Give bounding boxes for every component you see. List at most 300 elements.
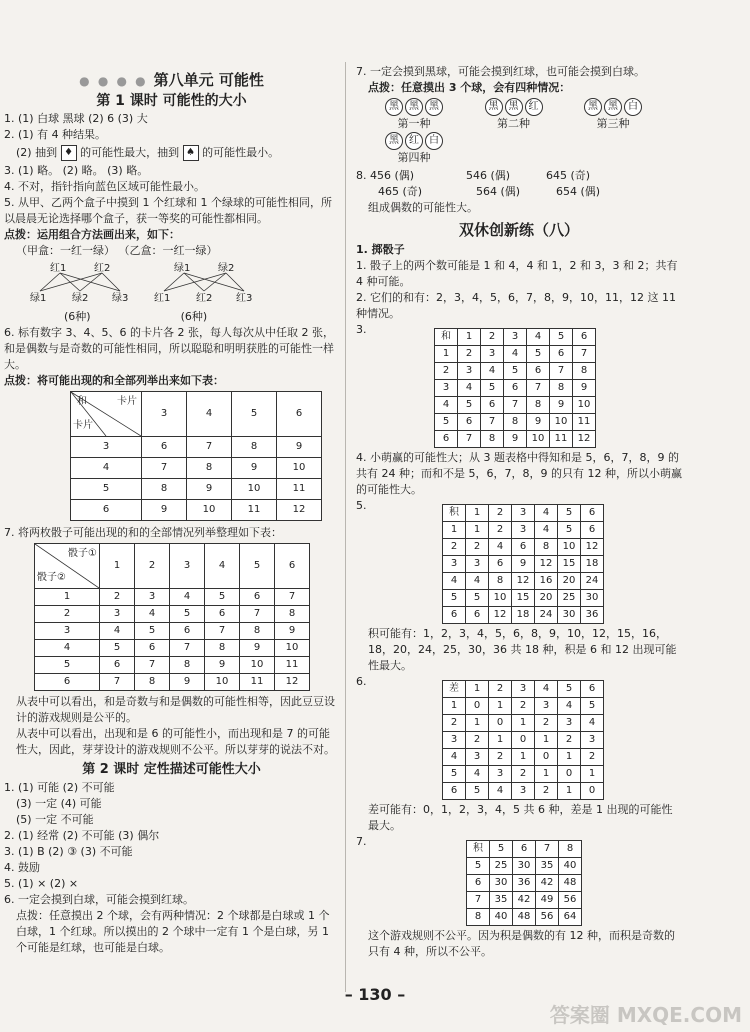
table-cell: 5: [466, 783, 489, 800]
table-cell: 6: [240, 589, 275, 606]
table-cell: 5: [240, 544, 275, 589]
lesson2-title: 第 2 课时 定性描述可能性大小: [82, 762, 261, 777]
ball-icon: 黑: [405, 98, 423, 116]
table-cell: 10: [232, 479, 277, 500]
r-s1-1: 1. 骰子上的两个数可能是 1 和 4，4 和 1，2 和 3，3 和 2；共有 4 种可能。: [356, 259, 678, 288]
table-cell: 6: [71, 500, 142, 521]
spade-card-icon: ♠: [183, 145, 199, 161]
table-cell: 9: [512, 556, 535, 573]
table-cell: 8: [135, 674, 170, 691]
table-cell: 3: [142, 392, 187, 437]
unit-title: ● ● ● ● 第八单元 可能性: [79, 71, 264, 89]
lesson1-title: 第 1 课时 可能性的大小: [96, 93, 247, 109]
table-corner: 和 卡片 卡片: [71, 392, 142, 437]
table-cell: 1: [489, 698, 512, 715]
table-cell: 49: [536, 892, 559, 909]
table-cell: 5: [100, 640, 135, 657]
ball-icon: 黑: [385, 98, 403, 116]
table-cell: 4: [100, 623, 135, 640]
table-cell: 1: [512, 715, 535, 732]
table-cell: 3: [35, 623, 100, 640]
table-cell: 42: [513, 892, 536, 909]
table-cell: 和: [435, 329, 458, 346]
table-row: [443, 766, 604, 783]
table-cell: 0: [581, 783, 604, 800]
page-number: – 130 –: [344, 985, 406, 1004]
table-cell: 2: [481, 329, 504, 346]
l2-hint: 点拨：任意摸出 2 个球，会有两种情况：2 个球都是白球或 1 个白球，1 个红球。所以摸出的 2 个球中一定有 1 个是白球，另 1 个可能是红球，也可能是白球。: [16, 909, 330, 954]
table-cell: 5: [35, 657, 100, 674]
table-cell: 6: [443, 783, 466, 800]
table-cell: 1: [535, 766, 558, 783]
table-row: [443, 522, 604, 539]
answer-7-after-1: 从表中可以看出，和是奇数与和是偶数的可能性相等，因此豆豆设计的游戏规则是公平的。: [16, 695, 335, 724]
ball-icon: 红: [405, 132, 423, 150]
table-cell: 2: [489, 681, 512, 698]
table-cell: 2: [466, 539, 489, 556]
table-cell: 5: [443, 766, 466, 783]
table-cell: 6: [573, 329, 596, 346]
table-cell: 25: [558, 590, 581, 607]
table-cell: 3: [512, 783, 535, 800]
table-cell: 2: [489, 749, 512, 766]
table-cell: 2: [558, 732, 581, 749]
table-cell: 7: [527, 380, 550, 397]
table-cell: 40: [559, 858, 582, 875]
ball-icon: 黑: [584, 98, 602, 116]
table-cell: 5: [527, 346, 550, 363]
table-row: [467, 875, 582, 892]
table-cell: 9: [550, 397, 573, 414]
table-cell: 11: [240, 674, 275, 691]
table-row: [443, 607, 604, 624]
table-cell: 48: [559, 875, 582, 892]
table-cell: 24: [581, 573, 604, 590]
table-cell: 1: [443, 698, 466, 715]
table-cell: 3: [71, 437, 142, 458]
table-cell: 10: [205, 674, 240, 691]
table-cell: 8: [142, 479, 187, 500]
table-cell: 10: [187, 500, 232, 521]
r-s5: 5.: [356, 499, 367, 512]
ball-icon: 黑: [505, 98, 523, 116]
table-cell: 2: [512, 698, 535, 715]
table-cell: 6: [135, 640, 170, 657]
table-cell: 11: [232, 500, 277, 521]
table-cell: 5: [558, 522, 581, 539]
l2-answer: 6. 一定会摸到白球，可能会摸到红球。: [4, 893, 194, 906]
table-cell: 6: [205, 606, 240, 623]
l2-answer: 2. (1) 经常 (2) 不可能 (3) 偶尔: [4, 829, 160, 842]
table-cell: 1: [35, 589, 100, 606]
table-cell: 2: [435, 363, 458, 380]
table-cell: 7: [458, 431, 481, 448]
table-cell: 4: [443, 749, 466, 766]
table-cell: 8: [559, 841, 582, 858]
table-cell: 36: [513, 875, 536, 892]
table-cell: 5: [558, 505, 581, 522]
table-cell: 1: [466, 681, 489, 698]
table-cell: 5: [481, 380, 504, 397]
table-cell: 4: [466, 766, 489, 783]
table-cell: 6: [504, 380, 527, 397]
table-cell: 24: [535, 607, 558, 624]
tree-b-node: 红1: [154, 293, 171, 304]
table-cell: 5: [466, 590, 489, 607]
answer-2a: 2. (1) 有 4 种结果。: [4, 128, 107, 141]
table-cell: 3: [443, 732, 466, 749]
table-cell: 64: [559, 909, 582, 926]
table-cell: 2: [535, 783, 558, 800]
r-s7: 7.: [356, 835, 367, 848]
table-cell: 20: [558, 573, 581, 590]
table-cell: 11: [275, 657, 310, 674]
combination-tree: [4, 261, 339, 307]
table-cell: 7: [135, 657, 170, 674]
table-cell: 8: [170, 657, 205, 674]
table-cell: 1: [443, 522, 466, 539]
answer-6: 6. 标有数字 3、4、5、6 的卡片各 2 张，每人每次从中任取 2 张，和是偶数与是奇数的可能性相同，所以聪聪和明明获胜的可能性一样大。: [4, 326, 334, 371]
table-cell: 3: [489, 766, 512, 783]
table-row: [467, 858, 582, 875]
answer-3: 3. (1) 略。 (2) 略。 (3) 略。: [4, 164, 149, 177]
table-row: [71, 437, 322, 458]
table-cell: 6: [481, 397, 504, 414]
ball-icon: 黑: [604, 98, 622, 116]
table-cell: 2: [512, 766, 535, 783]
table-cell: 7: [275, 589, 310, 606]
table-cell: 1: [512, 749, 535, 766]
table-cell: 1: [558, 783, 581, 800]
table-cell: 6: [512, 539, 535, 556]
dice-sum-table: [34, 543, 310, 691]
answer-2b: (2) 抽到 ♦ 的可能性最大，抽到 ♠ 的可能性最小。: [16, 146, 280, 159]
table-cell: 3: [458, 363, 481, 380]
table-cell: 4: [558, 698, 581, 715]
table-cell: 7: [170, 640, 205, 657]
table-cell: 9: [240, 640, 275, 657]
table-cell: 6: [277, 392, 322, 437]
table-cell: 6: [489, 556, 512, 573]
table-cell: 8: [573, 363, 596, 380]
r-s7-after: 这个游戏规则不公平。因为积是偶数的有 12 种，而积是奇数的只有 4 种，所以不公平。: [368, 929, 675, 958]
table-cell: 3: [512, 505, 535, 522]
tree-a-node: 绿3: [112, 293, 129, 304]
table-cell: 3: [100, 606, 135, 623]
ball-icon: 黑: [385, 132, 403, 150]
table-cell: 3: [466, 749, 489, 766]
tree-a-node: 红1: [50, 263, 67, 274]
table-cell: 3: [558, 715, 581, 732]
ball-group: 黑 黑 白 第三种: [583, 98, 643, 132]
table-cell: 4: [466, 573, 489, 590]
table-cell: 4: [535, 681, 558, 698]
table-cell: 9: [504, 431, 527, 448]
table-cell: 5: [558, 681, 581, 698]
table-cell: 8: [467, 909, 490, 926]
tree-counts: (6种) (6种): [64, 310, 208, 323]
table-cell: 3: [135, 589, 170, 606]
table-cell: 16: [535, 573, 558, 590]
table-cell: 4: [35, 640, 100, 657]
table-cell: 12: [512, 573, 535, 590]
table-cell: 6: [435, 431, 458, 448]
table-cell: 7: [481, 414, 504, 431]
answer-1: 1. (1) 白球 黑球 (2) 6 (3) 大: [4, 112, 148, 125]
tree-b-node: 红3: [236, 293, 253, 304]
table-cell: 5: [550, 329, 573, 346]
table-cell: 2: [489, 522, 512, 539]
table-cell: 15: [558, 556, 581, 573]
left-column: [4, 60, 339, 956]
table-cell: 4: [535, 522, 558, 539]
table-cell: 1: [489, 732, 512, 749]
l2-answer: 1. (1) 可能 (2) 不可能: [4, 781, 115, 794]
table-row: [35, 589, 310, 606]
table-cell: 42: [536, 875, 559, 892]
table-cell: 8: [205, 640, 240, 657]
table-cell: 3: [466, 556, 489, 573]
table-cell: 3: [512, 681, 535, 698]
table-cell: 30: [513, 858, 536, 875]
tree-b-node: 绿2: [218, 263, 235, 274]
r-s3: 3.: [356, 323, 367, 336]
table-cell: 18: [512, 607, 535, 624]
table-cell: 8: [187, 458, 232, 479]
answer-4: 4. 不对，指针指向蓝色区域可能性最小。: [4, 180, 205, 193]
table-row: [443, 749, 604, 766]
table-row: [435, 363, 596, 380]
tree-a-node: 绿1: [30, 293, 47, 304]
table-cell: 5: [135, 623, 170, 640]
table-cell: 2: [466, 732, 489, 749]
answer-7-after-2: 从表中可以看出，出现和是 6 的可能性小，而出现和是 7 的可能性大，因此，芽芽设计的游戏规则不公平。所以芽芽的说法不对。: [16, 727, 335, 756]
table-cell: 2: [581, 749, 604, 766]
table-cell: 7: [536, 841, 559, 858]
ball-group: 黑 黑 黑 第一种: [384, 98, 444, 132]
table-cell: 4: [435, 397, 458, 414]
table-cell: 4: [443, 573, 466, 590]
answer-5-hint: 点拨：运用组合方法画出来，如下：: [4, 228, 180, 241]
table-row: [443, 732, 604, 749]
table-cell: 9: [170, 674, 205, 691]
table-cell: 5: [490, 841, 513, 858]
column-divider: [345, 62, 346, 992]
table-cell: 0: [558, 766, 581, 783]
table-cell: 12: [489, 607, 512, 624]
r-s6: 6.: [356, 675, 367, 688]
table-cell: 6: [466, 607, 489, 624]
l2-answer: (3) 一定 (4) 可能: [16, 797, 102, 810]
right-column: [356, 60, 682, 960]
table-cell: 3: [170, 544, 205, 589]
table-cell: 5: [504, 363, 527, 380]
table-cell: 9: [205, 657, 240, 674]
table-cell: 8: [535, 539, 558, 556]
table-cell: 10: [240, 657, 275, 674]
table-cell: 7: [550, 363, 573, 380]
table-cell: 9: [232, 458, 277, 479]
table-row: [435, 397, 596, 414]
table-cell: 4: [489, 539, 512, 556]
section-title: 双休创新练（八）: [458, 221, 579, 239]
r-answer-8-after: 组成偶数的可能性大。: [368, 201, 478, 214]
table-cell: 6: [581, 505, 604, 522]
table-row: [35, 640, 310, 657]
table-cell: 11: [550, 431, 573, 448]
r-s1: 1. 掷骰子: [356, 243, 405, 256]
table-row: [71, 458, 322, 479]
l2-answer: 4. 鼓励: [4, 861, 40, 874]
table-cell: 5: [205, 589, 240, 606]
table-cell: 3: [581, 732, 604, 749]
table-row: [35, 606, 310, 623]
table-row: [443, 590, 604, 607]
table-cell: 30: [490, 875, 513, 892]
table-cell: 7: [240, 606, 275, 623]
table-row: [71, 500, 322, 521]
table-cell: 7: [467, 892, 490, 909]
table-cell: 4: [187, 392, 232, 437]
ball-group: 黑 黑 红 第二种: [484, 98, 544, 132]
tree-b-node: 红2: [196, 293, 213, 304]
table-cell: 8: [504, 414, 527, 431]
table-cell: 0: [535, 749, 558, 766]
table-cell: 6: [142, 437, 187, 458]
table-cell: 8: [275, 606, 310, 623]
table-cell: 36: [581, 607, 604, 624]
table-row: [443, 715, 604, 732]
table-row: [435, 380, 596, 397]
answer-7: 7. 将两枚骰子可能出现的和的全部情况列举整理如下表：: [4, 526, 282, 539]
table-cell: 8: [527, 397, 550, 414]
table-cell: 5: [170, 606, 205, 623]
table-cell: 4: [504, 346, 527, 363]
table-cell: 10: [550, 414, 573, 431]
table-cell: 7: [205, 623, 240, 640]
ball-icon: 黑: [485, 98, 503, 116]
product-table-2: [466, 840, 582, 926]
table-cell: 12: [581, 539, 604, 556]
table-corner: 骰子① 骰子②: [35, 544, 100, 589]
table-cell: 3: [535, 698, 558, 715]
tree-a-node: 红2: [94, 263, 111, 274]
table-cell: 12: [535, 556, 558, 573]
table-cell: 8: [550, 380, 573, 397]
table-cell: 35: [490, 892, 513, 909]
table-cell: 10: [277, 458, 322, 479]
table-cell: 9: [527, 414, 550, 431]
table-cell: 5: [435, 414, 458, 431]
table-cell: 25: [490, 858, 513, 875]
table-cell: 11: [573, 414, 596, 431]
r-answer-7: 7. 一定会摸到黑球，可能会摸到红球，也可能会摸到白球。: [356, 65, 645, 78]
table-cell: 9: [187, 479, 232, 500]
table-cell: 积: [443, 505, 466, 522]
ball-icon: 红: [525, 98, 543, 116]
table-cell: 积: [467, 841, 490, 858]
table-row: [71, 479, 322, 500]
table-cell: 6: [513, 841, 536, 858]
table-cell: 6: [100, 657, 135, 674]
table-cell: 4: [527, 329, 550, 346]
table-cell: 3: [481, 346, 504, 363]
table-cell: 1: [458, 329, 481, 346]
table-cell: 6: [550, 346, 573, 363]
table-cell: 2: [135, 544, 170, 589]
table-cell: 2: [100, 589, 135, 606]
answer-5-boxes: （甲盒：一红一绿） （乙盒：一红一绿）: [16, 244, 218, 257]
tree-b-node: 绿1: [174, 263, 191, 274]
table-row: [443, 539, 604, 556]
table-cell: 12: [275, 674, 310, 691]
table-cell: 12: [573, 431, 596, 448]
table-cell: 2: [443, 539, 466, 556]
table-cell: 10: [527, 431, 550, 448]
table-cell: 30: [581, 590, 604, 607]
table-cell: 10: [275, 640, 310, 657]
table-row: [435, 431, 596, 448]
l2-answer: 5. (1) × (2) ×: [4, 877, 79, 890]
table-cell: 48: [513, 909, 536, 926]
table-row: [443, 698, 604, 715]
table-cell: 3: [512, 522, 535, 539]
table-cell: 7: [187, 437, 232, 458]
sum-table: [434, 328, 596, 448]
table-row: [467, 892, 582, 909]
table-cell: 8: [489, 573, 512, 590]
table-cell: 3: [443, 556, 466, 573]
table-cell: 1: [558, 749, 581, 766]
table-row: [35, 674, 310, 691]
difference-table: [442, 680, 604, 800]
table-cell: 4: [205, 544, 240, 589]
table-cell: 4: [458, 380, 481, 397]
table-cell: 0: [489, 715, 512, 732]
table-cell: 6: [581, 522, 604, 539]
table-cell: 9: [275, 623, 310, 640]
table-cell: 6: [35, 674, 100, 691]
table-cell: 2: [489, 505, 512, 522]
table-row: [435, 346, 596, 363]
table-cell: 3: [435, 380, 458, 397]
table-cell: 2: [535, 715, 558, 732]
table-cell: 5: [71, 479, 142, 500]
answer-6-hint: 点拨：将可能出现的和全部列举出来如下表：: [4, 374, 224, 387]
l2-answer: (5) 一定 不可能: [16, 813, 94, 826]
table-cell: 15: [512, 590, 535, 607]
ball-groups: [356, 98, 682, 166]
watermark-logo: 答案圈 MXQE.COM: [549, 1003, 742, 1027]
table-cell: 2: [443, 715, 466, 732]
table-cell: 8: [240, 623, 275, 640]
r-s1-2: 2. 它们的和有：2，3，4，5，6，7，8，9，10，11，12 这 11 种情况。: [356, 291, 676, 320]
table-row: [443, 556, 604, 573]
table-cell: 差: [443, 681, 466, 698]
table-row: [35, 623, 310, 640]
table-cell: 40: [490, 909, 513, 926]
table-cell: 6: [467, 875, 490, 892]
table-cell: 9: [142, 500, 187, 521]
table-cell: 7: [100, 674, 135, 691]
table-cell: 5: [443, 590, 466, 607]
table-cell: 20: [535, 590, 558, 607]
table-cell: 30: [558, 607, 581, 624]
answer-5: 5. 从甲、乙两个盒子中摸到 1 个红球和 1 个绿球的可能性相同，所以晨晨无论选择哪个盒子，获一等奖的可能性都相同。: [4, 196, 332, 225]
table-cell: 7: [142, 458, 187, 479]
ball-icon: 白: [624, 98, 642, 116]
table-cell: 6: [458, 414, 481, 431]
